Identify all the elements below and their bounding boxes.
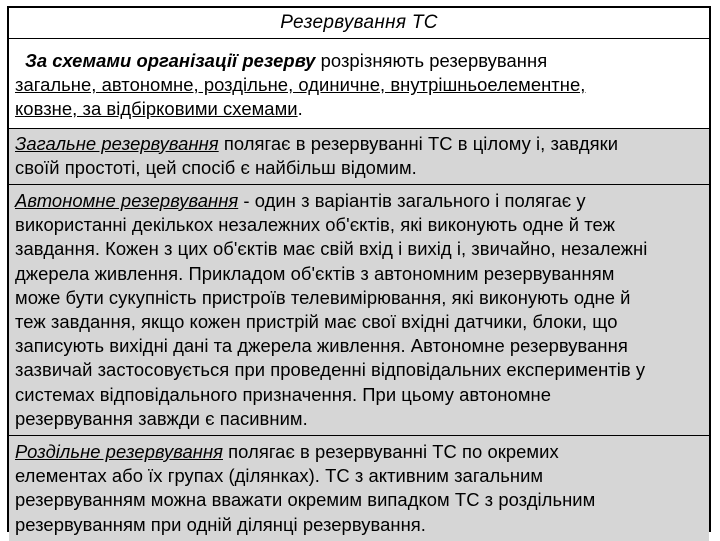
slide-frame (7, 6, 711, 535)
lead-phrase: За схемами організації резерву (25, 50, 316, 71)
text-line (15, 132, 703, 156)
text-line (15, 189, 703, 213)
page-title: Резервування ТС (9, 8, 709, 39)
text-line (15, 97, 703, 121)
text-line: елементах або їх групах (ділянках). ТС з активним загальним (15, 465, 544, 487)
line-text: . (297, 98, 303, 120)
line-text: розрізняють резервування (315, 50, 548, 71)
text-line: резервуванням при одній ділянці резервування. (15, 513, 426, 535)
text-line: використанні декількох незалежних об'єктів, які виконують одне й теж (15, 214, 615, 236)
text-line: записують вихідні дані та джерела живлення. Автономне резервування (15, 335, 628, 357)
text-line: загальне, автономне, роздільне, одиничне, внутрішньоелементне, (15, 74, 586, 96)
text-line: системах відповідального призначення. При цьому автономне (15, 383, 552, 405)
paragraph-general-reservation (9, 129, 709, 185)
term-autonomous-reservation: Автономне резервування (15, 190, 239, 212)
text-line: завдання. Кожен з цих об'єктів має свій вхід і вихід і, звичайно, незалежні (15, 238, 648, 260)
text-line (15, 440, 703, 464)
text-line: своїй простоті, цей спосіб є найбільш відомим. (15, 156, 417, 178)
text-line: резервування завжди є пасивним. (15, 407, 308, 429)
text-line (15, 49, 703, 73)
line-text: ковзне, за відбірковими схемами (15, 98, 298, 120)
paragraph-autonomous-reservation (9, 185, 709, 436)
text-line: теж завдання, якщо кожен пристрій має свої вхідні датчики, блоки, що (15, 311, 618, 333)
text-line: резервуванням можна вважати окремим випадком ТС з роздільним (15, 489, 596, 511)
text-line: зазвичай застосовується при проведенні відповідальних експериментів у (15, 359, 646, 381)
line-text: полягає в резервуванні ТС по окремих (223, 441, 559, 463)
paragraph-reserve-schemes (9, 39, 709, 129)
line-text: - один з варіантів загального і полягає у (238, 190, 586, 212)
line-text: полягає в резервуванні ТС в цілому і, завдяки (218, 132, 619, 154)
paragraph-separate-reservation (9, 436, 709, 541)
term-separate-reservation: Роздільне резервування (15, 441, 223, 463)
text-line: джерела живлення. Прикладом об'єктів з автономним резервуванням (15, 262, 615, 284)
text-line: може бути сукупність пристроїв телевимірювання, які виконують одне й (15, 286, 631, 308)
term-general-reservation: Загальне резервування (15, 132, 219, 154)
